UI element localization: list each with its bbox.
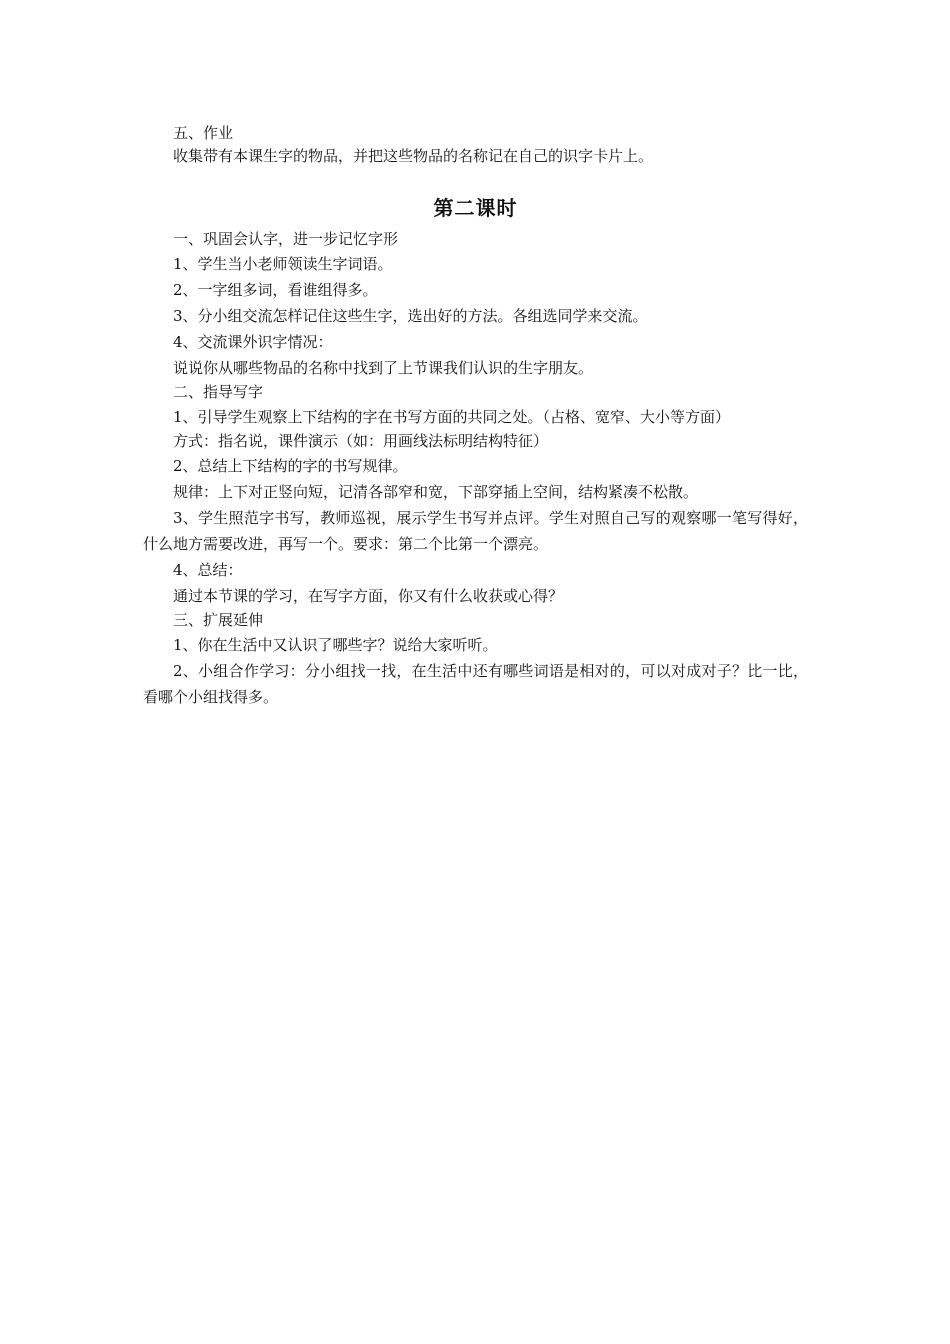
paragraph-review-1: 1、学生当小老师领读生字词语。 (173, 255, 393, 273)
paragraph-extension-heading: 三、扩展延伸 (173, 611, 264, 629)
paragraph-writing-1: 1、引导学生观察上下结构的字在书写方面的共同之处。（占格、宽窄、大小等方面） (173, 408, 731, 426)
section-five-heading: 五、作业 (173, 124, 234, 142)
paragraph-summary-question: 通过本节课的学习，在写字方面，你又有什么收获或心得？ (173, 587, 564, 605)
paragraph-extension-2: 2、小组合作学习：分小组找一找，在生活中还有哪些词语是相对的，可以对成对子？比一比，看哪个小组找得多。 (143, 662, 808, 706)
paragraph-review-4: 4、交流课外识字情况： (173, 333, 333, 351)
paragraph-writing-2: 2、总结上下结构的字的书写规律。 (173, 457, 408, 475)
paragraph-writing-3: 3、学生照范字书写，教师巡视，展示学生书写并点评。学生对照自己写的观察哪一笔写得好，什么地方需要改进，再写一个。要求：第二个比第一个漂亮。 (143, 509, 808, 553)
paragraph-review-4-detail: 说说你从哪些物品的名称中找到了上节课我们认识的生字朋友。 (173, 359, 594, 377)
paragraph-writing-heading: 二、指导写字 (173, 383, 264, 401)
paragraph-writing-method: 方式：指名说，课件演示（如：用画线法标明结构特征） (173, 432, 549, 450)
paragraph-extension-1: 1、你在生活中又认识了哪些字？说给大家听听。 (173, 636, 498, 654)
document-body (143, 122, 808, 710)
paragraph-review-heading: 一、巩固会认字，进一步记忆字形 (173, 230, 399, 248)
paragraph-summary-heading: 4、总结： (173, 561, 243, 579)
lesson-title: 第二课时 (433, 196, 518, 220)
section-five-text: 收集带有本课生字的物品，并把这些物品的名称记在自己的识字卡片上。 (173, 147, 654, 165)
paragraph-review-3: 3、分小组交流怎样记住这些生字，选出好的方法。各组选同学来交流。 (173, 307, 648, 325)
paragraph-writing-rule: 规律：上下对正竖向短，记清各部窄和宽，下部穿插上空间，结构紧凑不松散。 (173, 483, 699, 501)
paragraph-review-2: 2、一字组多词，看谁组得多。 (173, 281, 378, 299)
